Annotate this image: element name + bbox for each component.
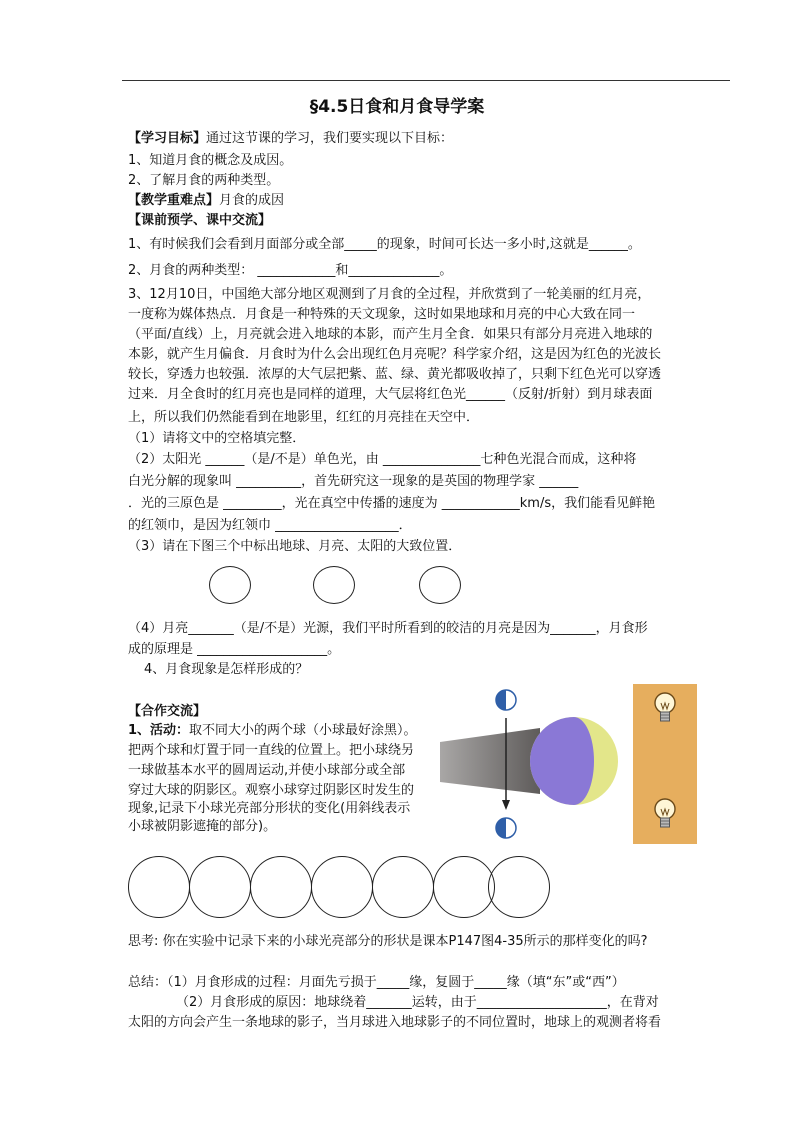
objective-item: 1、知道月食的概念及成因。 [128,153,293,168]
activity-line: 穿过大球的阴影区。观察小球穿过阴影区时发生的 [128,783,415,798]
q3-line: 过来．月全食时的红月亮也是同样的道理，大气层将红色光______（反射/折射）到月球表面 [128,387,653,402]
q3-sub-2: （2）太阳光 ______（是/不是）单色光，由 _______________七种色光混合而成，这种将 [128,452,637,467]
activity-text: 取不同大小的两个球（小球最好涂黑）。 [189,723,417,738]
record-circle [189,856,251,918]
answer-circle [313,566,355,604]
answer-circle [209,566,251,604]
key-point-line [128,193,284,209]
activity-line: 现象,记录下小球光亮部分形状的变化(用斜线表示 [128,801,411,816]
activity-line: 小球被阴影遮掩的部分)。 [128,819,277,834]
header-rule [122,80,730,81]
question-2: 2、月食的两种类型： ____________和______________。 [128,263,453,278]
q3-sub-2-cont: 的红领巾，是因为红领巾 ___________________． [128,518,412,533]
q3-sub-1: （1）请将文中的空格填完整． [128,431,306,446]
q3-sub-4-cont: 成的原理是 ____________________。 [128,642,341,657]
objective-item: 2、了解月食的两种类型。 [128,173,280,188]
objectives-line [128,131,453,147]
eclipse-diagram [440,684,620,844]
bulb-icon [652,690,678,730]
activity-line [128,723,417,739]
record-circle [433,856,495,918]
q3-line: 3、12月10日，中国绝大部分地区观测到了月食的全过程，并欣赏到了一轮美丽的红月亮， [128,287,651,302]
question-1: 1、有时候我们会看到月面部分或全部_____的现象，时间可长达一多小时,这就是______。 [128,237,641,252]
think-question: 思考: 你在实验中记录下来的小球光亮部分的形状是课本P147图4-35所示的那样变化的吗? [128,934,648,949]
q3-sub-2-cont: 白光分解的现象叫 __________，首先研究这一现象的是英国的物理学家 ______ [128,474,579,489]
key-point-text: 月食的成因 [219,193,285,208]
record-circle [128,856,190,918]
record-circle [311,856,373,918]
moon-phase-icon [496,818,516,838]
q3-line: （平面/直线）上，月亮就会进入地球的本影，而产生月全食．如果只有部分月亮进入地球的 [128,327,653,342]
q3-line: 本影，就产生月偏食．月食时为什么会出现红色月亮呢？科学家介绍，这是因为红色的光波长 [128,347,662,362]
q3-sub-4: （4）月亮_______（是/不是）光源，我们平时所看到的皎洁的月亮是因为_______，月食形 [128,621,648,636]
key-point-heading: 【教学重难点】 [128,193,220,208]
arrow-head [502,800,510,810]
question-4: 4、月食现象是怎样形成的？ [144,662,309,677]
coop-heading: 【合作交流】 [128,704,207,719]
q3-line: 较长，穿透力也较强．浓厚的大气层把紫、蓝、绿、黄光都吸收掉了，只剩下红色光可以穿透 [128,367,662,382]
preview-heading: 【课前预学、课中交流】 [128,213,272,228]
moon-phase-icon [496,690,516,710]
record-circle [488,856,550,918]
answer-circle [419,566,461,604]
objectives-heading: 【学习目标】 [128,131,207,146]
page-title: §4.5日食和月食导学案 [309,97,485,117]
q3-sub-3: （3）请在下图三个中标出地球、月亮、太阳的大致位置． [128,539,462,554]
objectives-intro: 通过这节课的学习，我们要实现以下目标： [206,131,454,146]
activity-label: 1、活动： [128,723,190,738]
lamp-panel [633,684,697,844]
q3-sub-2-cont: ．光的三原色是 _________，光在真空中传播的速度为 ____________km/s，我们能看见鲜艳 [128,496,656,511]
summary-line: 太阳的方向会产生一条地球的影子，当月球进入地球影子的不同位置时，地球上的观测者将看 [128,1015,662,1030]
record-circle [372,856,434,918]
q3-line: 上，所以我们仍然能看到在地影里，红红的月亮挂在天空中． [128,410,480,425]
record-circle [250,856,312,918]
activity-line: 把两个球和灯置于同一直线的位置上。把小球绕另 [128,743,415,758]
activity-line: 一球做基本水平的圆周运动,并使小球部分或全部 [128,763,406,778]
q3-line: 一度称为媒体热点．月食是一种特殊的天文现象，这时如果地球和月亮的中心大致在同一 [128,307,636,322]
bulb-icon [652,796,678,836]
summary-line: 总结：（1）月食形成的过程：月面先亏损于_____缘，复圆于_____缘（填“东”或“西”） [128,975,625,990]
summary-line: （2）月食形成的原因：地球绕着_______运转，由于____________________，在背对 [176,995,659,1010]
shadow-cone [440,728,540,794]
